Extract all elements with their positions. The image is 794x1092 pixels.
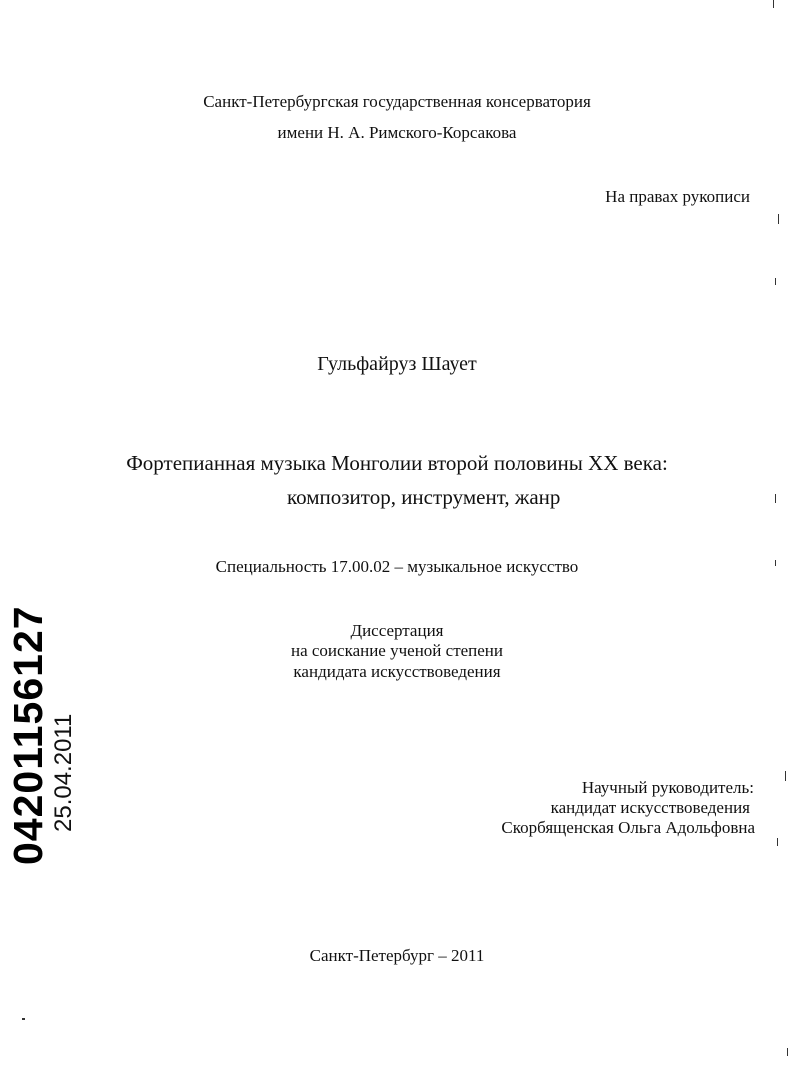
title-line-1: Фортепианная музыка Монголии второй половины XX века: <box>126 451 668 475</box>
scan-speck <box>773 0 774 8</box>
library-stamp-date: 25.04.2011 <box>50 713 77 832</box>
library-stamp-number: 04201156127 <box>5 605 51 865</box>
place-and-year: Санкт-Петербург – 2011 <box>309 946 485 965</box>
title-line-2: композитор, инструмент, жанр <box>287 485 561 509</box>
scan-speck <box>775 278 776 285</box>
dissertation-purpose: на соискание ученой степени <box>290 641 504 660</box>
supervisor-name: Скорбященская Ольга Адольфовна <box>501 818 755 837</box>
institution-line-1: Санкт-Петербургская государственная консерватория <box>203 92 591 111</box>
rights-note: На правах рукописи <box>605 187 750 206</box>
scan-speck <box>22 1018 25 1020</box>
institution-line-2: имени Н. А. Римского-Корсакова <box>277 123 517 142</box>
dissertation-degree: кандидата искусствоведения <box>293 662 501 681</box>
scan-speck <box>777 838 778 846</box>
author-name: Гульфайруз Шаует <box>317 353 477 375</box>
scan-speck <box>785 771 786 781</box>
dissertation-label: Диссертация <box>350 621 444 640</box>
scan-speck <box>787 1048 788 1056</box>
scan-speck <box>775 560 776 566</box>
scan-speck <box>778 214 779 224</box>
scan-speck <box>775 494 776 503</box>
supervisor-label: Научный руководитель: <box>581 778 754 797</box>
supervisor-degree: кандидат искусствоведения <box>550 798 750 817</box>
specialty: Специальность 17.00.02 – музыкальное искусство <box>215 557 579 576</box>
